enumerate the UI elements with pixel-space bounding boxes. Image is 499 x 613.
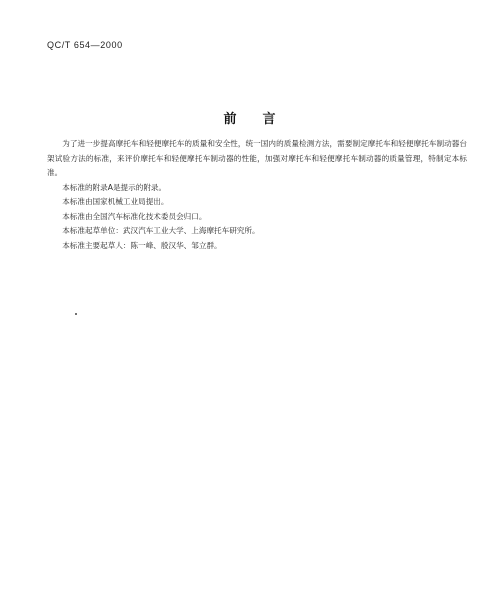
standard-code: QC/T 654—2000 <box>47 40 123 50</box>
foreword-paragraph-drafting-units: 本标准起草单位：武汉汽车工业大学、上海摩托车研究所。 <box>62 226 260 235</box>
foreword-body <box>47 137 467 253</box>
foreword-paragraph-committee: 本标准由全国汽车标准化技术委员会归口。 <box>62 211 207 221</box>
scan-speck <box>75 313 77 315</box>
page-title: 前言 <box>223 112 302 127</box>
foreword-paragraph-appendix: 本标准的附录A是提示的附录。 <box>62 182 167 192</box>
foreword-paragraph-purpose: 为了进一步提高摩托车和轻便摩托车的质量和安全性，统一国内的质量检测方法，需要制定摩托车和轻便摩托车制动器台架试验方法的标准，来评价摩托车和轻便摩托车制动器的性能，加强对摩托车和轻便摩托车制动器的质量管理，特制定本标准。 <box>47 139 467 177</box>
foreword-paragraph-drafters: 本标准主要起草人：陈一峰、殷汉华、邹立群。 <box>62 240 222 250</box>
foreword-paragraph-proposer: 本标准由国家机械工业局提出。 <box>62 197 169 206</box>
